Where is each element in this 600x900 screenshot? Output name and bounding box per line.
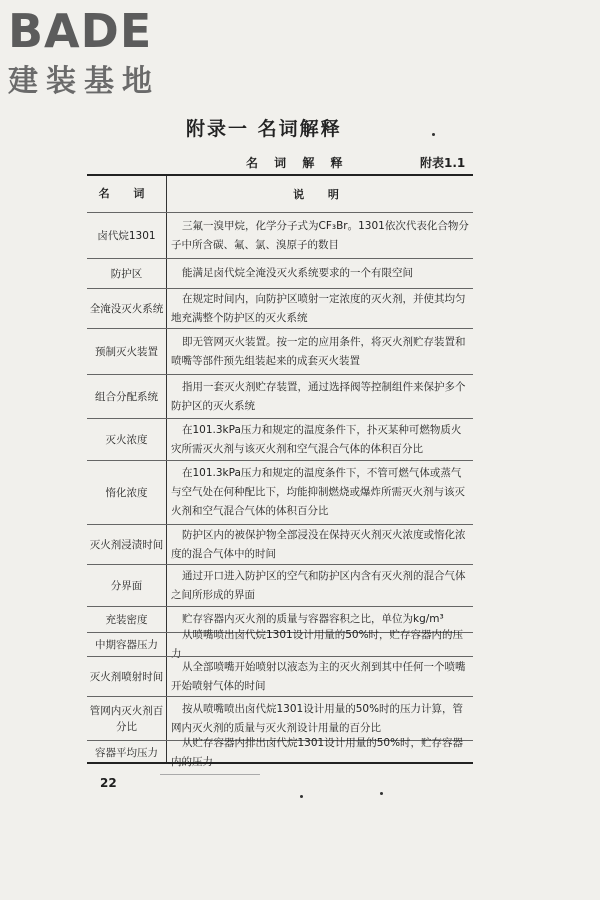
definitions-table [87, 174, 473, 768]
row-term: 充装密度 [105, 613, 148, 626]
table-row [87, 212, 473, 258]
table-row [87, 258, 473, 288]
row-term: 灭火剂喷射时间 [89, 670, 164, 683]
row-term: 中期容器压力 [95, 638, 158, 651]
row-description: 在101.3kPa压力和规定的温度条件下，不管可燃气体或蒸气与空气处在何种配比下，均能抑制燃烧或爆炸所需灭火剂与该灭火剂和空气混合气体的体积百分比 [171, 467, 465, 517]
row-description: 通过开口进入防护区的空气和防护区内含有灭火剂的混合气体之间所形成的界面 [171, 569, 466, 601]
row-description: 防护区内的被保护物全部浸没在保持灭火剂灭火浓度或惰化浓度的混合气体中的时间 [171, 528, 466, 560]
table-row [87, 374, 473, 418]
row-description: 三氟一溴甲烷，化学分子式为CF₃Br。1301依次代表化合物分子中所含碳、氟、氯、溴原子的数目 [171, 219, 469, 251]
row-description: 即无管网灭火装置。按一定的应用条件，将灭火剂贮存装置和喷嘴等部件预先组装起来的成套灭火装置 [171, 335, 466, 367]
row-term: 分界面 [110, 579, 143, 592]
row-description: 从喷嘴喷出卤代烷1301设计用量的50%时，贮存容器内的压力 [171, 628, 464, 660]
table-row [87, 736, 473, 768]
table-row [87, 460, 473, 524]
table-header-row [87, 176, 473, 212]
table-row [87, 524, 473, 564]
row-term: 管网内灭火剂百分比 [89, 704, 164, 733]
speck [432, 133, 435, 136]
speck [300, 795, 303, 798]
table-number: 附表1.1 [420, 156, 466, 170]
watermark-logo [8, 6, 178, 100]
table-row [87, 628, 473, 660]
header-term: 名 词 [98, 187, 155, 200]
table-row [87, 418, 473, 460]
row-description: 在规定时间内，向防护区喷射一定浓度的灭火剂，并使其均匀地充满整个防护区的灭火系统 [171, 292, 466, 324]
table-row [87, 328, 473, 374]
table-caption: 名 词 解 释 [246, 156, 349, 170]
table-row [87, 564, 473, 606]
row-description: 在101.3kPa压力和规定的温度条件下，扑灭某种可燃物质火灾所需灭火剂与该灭火剂和空气混合气体的体积百分比 [171, 423, 462, 455]
row-term: 容器平均压力 [95, 746, 158, 759]
faint-rule [160, 774, 260, 775]
row-term: 组合分配系统 [95, 390, 158, 403]
row-term: 惰化浓度 [105, 486, 148, 499]
row-description: 贮存容器内灭火剂的质量与容器容积之比，单位为kg/m³ [182, 613, 444, 625]
row-term: 预制灭火装置 [95, 345, 158, 358]
row-description: 从全部喷嘴开始喷射以液态为主的灭火剂到其中任何一个喷嘴开始喷射气体的时间 [171, 660, 466, 692]
header-description: 说 明 [293, 187, 349, 201]
row-term: 灭火浓度 [105, 433, 148, 446]
speck [380, 792, 383, 795]
row-term: 灭火剂浸渍时间 [89, 538, 164, 551]
row-description: 能满足卤代烷全淹没灭火系统要求的一个有限空间 [182, 267, 413, 279]
table-row [87, 288, 473, 328]
row-term: 防护区 [110, 267, 143, 280]
row-description: 从贮存容器内排出卤代烷1301设计用量的50%时，贮存容器内的压力 [171, 736, 464, 768]
page-title: 附录一 名词解释 [186, 118, 342, 140]
watermark-chinese: 建装基地 [8, 64, 160, 99]
table-row [87, 656, 473, 696]
row-term: 全淹没灭火系统 [89, 302, 164, 315]
row-term: 卤代烷1301 [97, 229, 156, 242]
page-number: 22 [100, 776, 117, 790]
watermark-latin: BADE [8, 4, 153, 58]
row-description: 指用一套灭火剂贮存装置，通过选择阀等控制组件来保护多个防护区的灭火系统 [171, 380, 466, 412]
row-description: 按从喷嘴喷出卤代烷1301设计用量的50%时的压力计算，管网内灭火剂的质量与灭火剂设计用量的百分比 [171, 702, 464, 734]
